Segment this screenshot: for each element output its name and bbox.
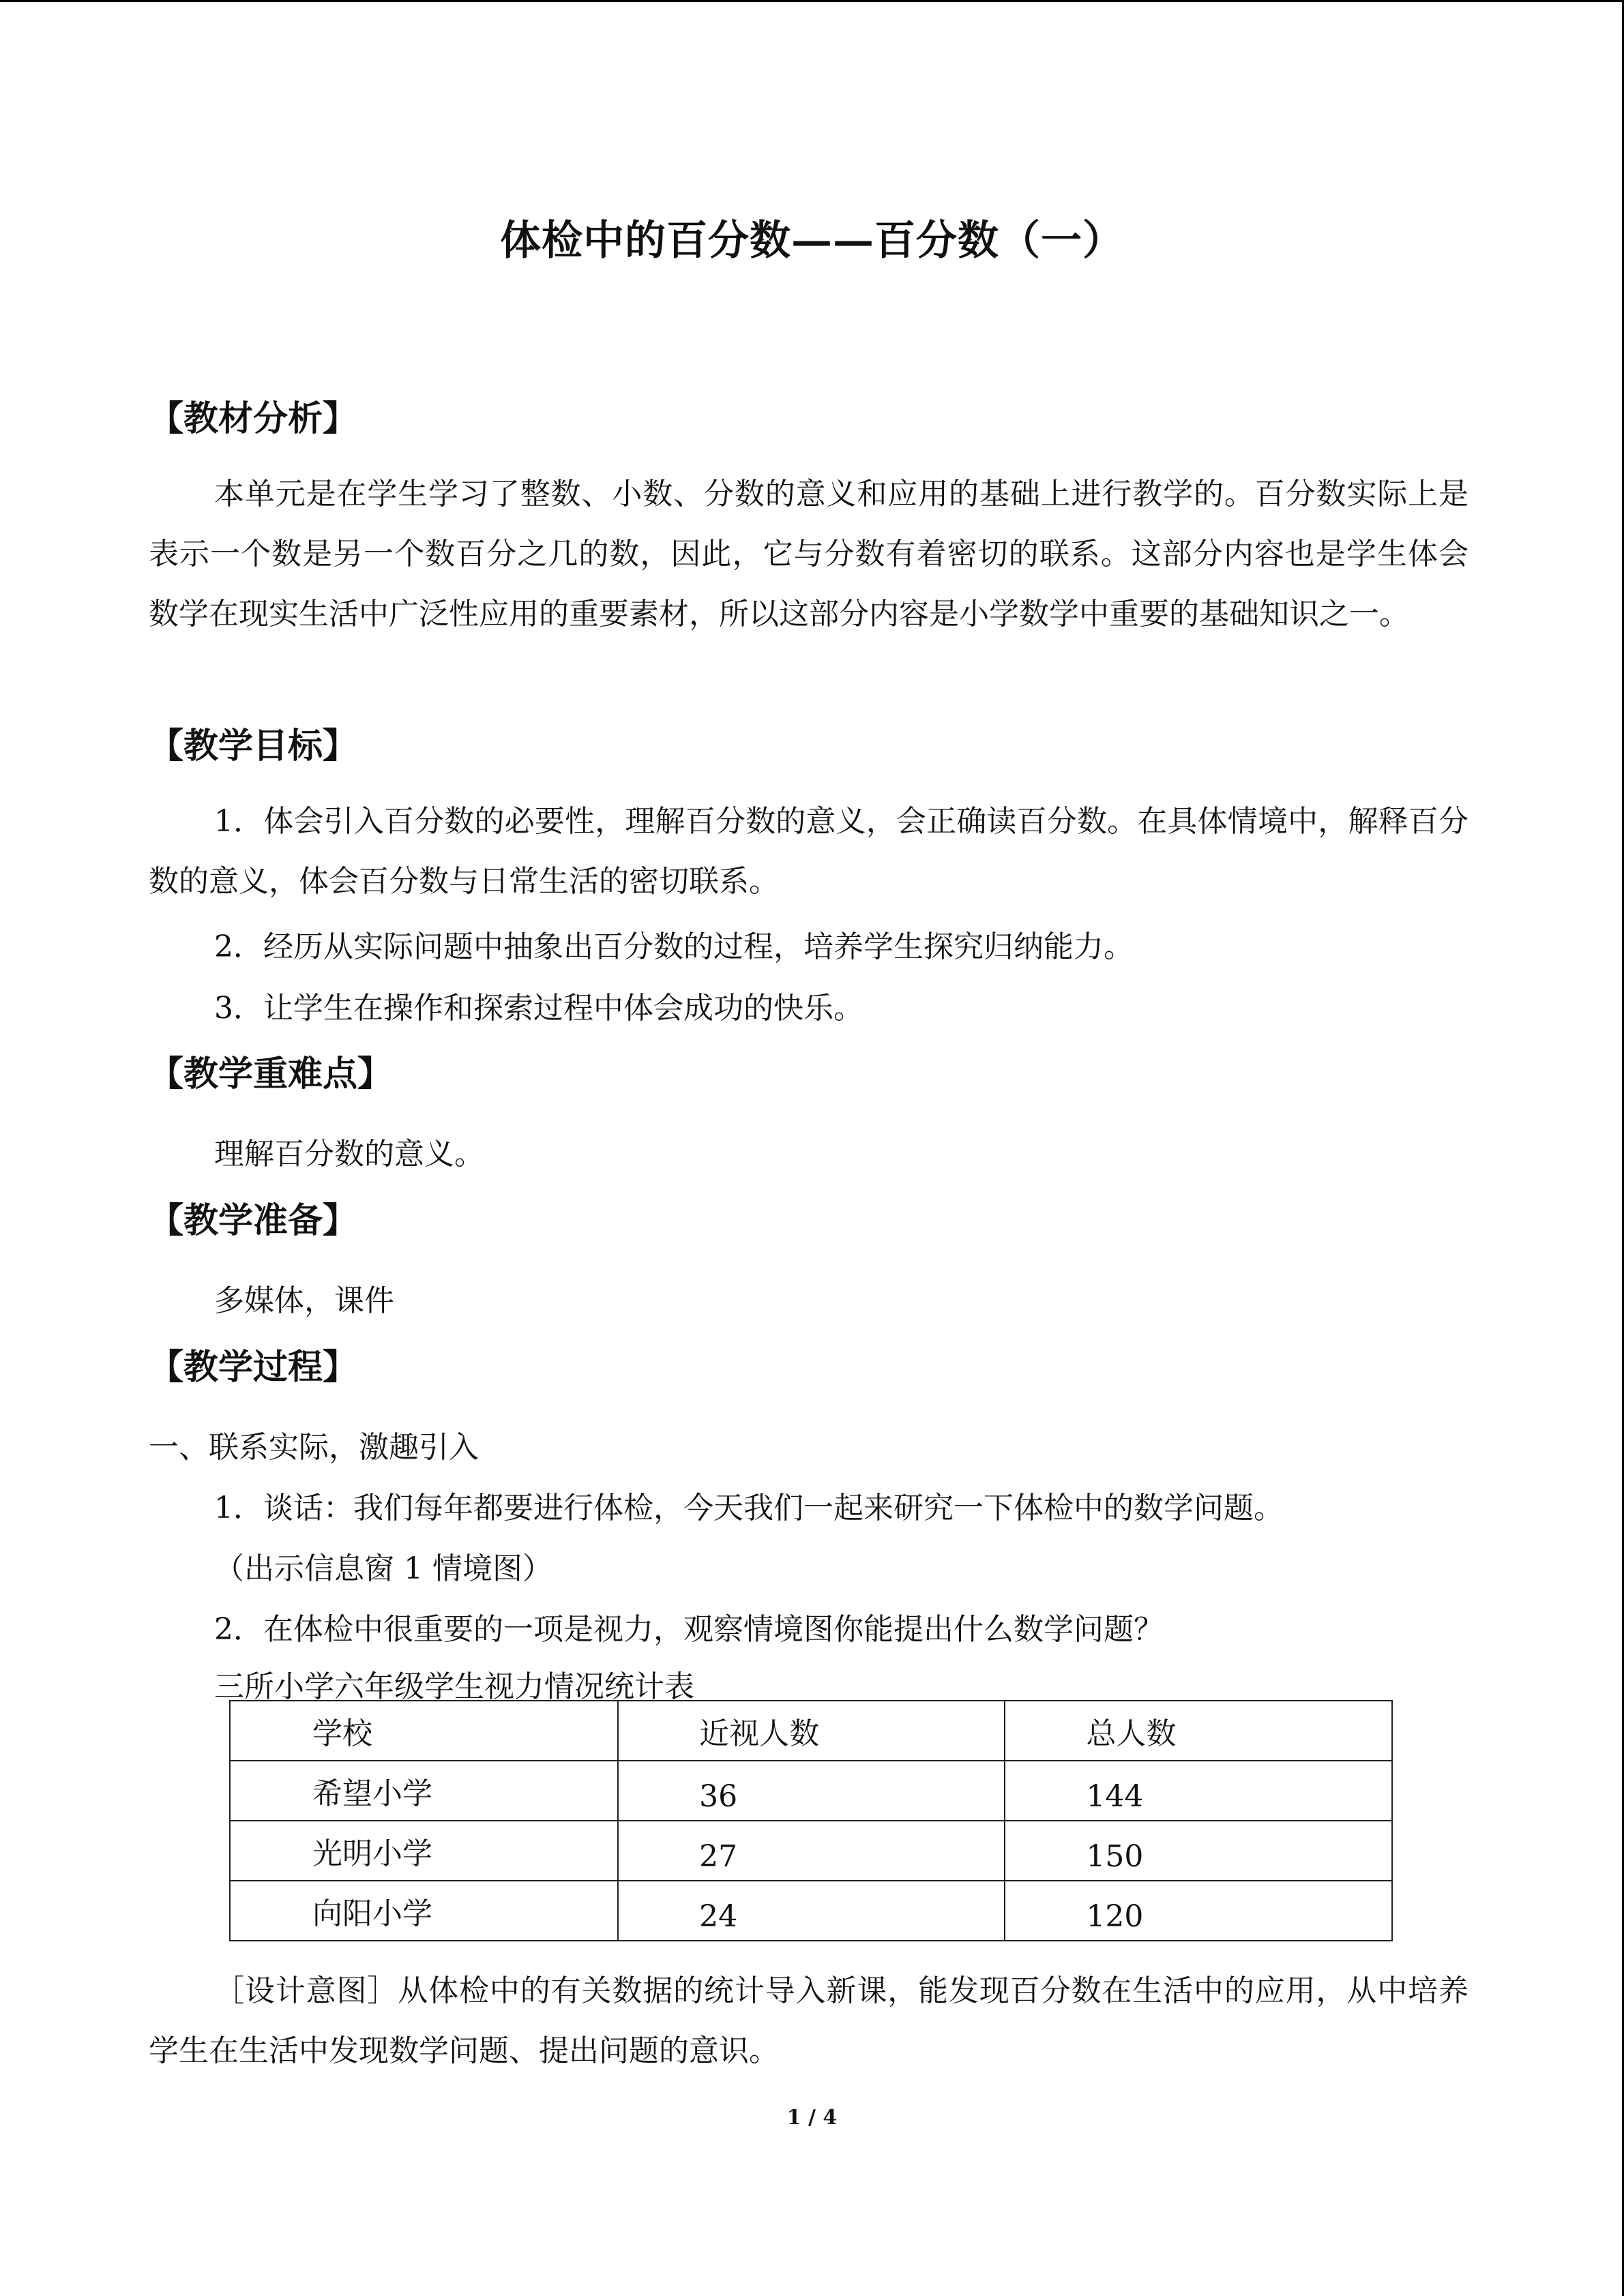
goal-item-1: 1．体会引入百分数的必要性，理解百分数的意义，会正确读百分数。在具体情境中，解释百分数的意义，体会百分数与日常生活的密切联系。 (149, 804, 1468, 899)
table-cell-school: 向阳小学 (230, 1881, 618, 1941)
process-step-1-note: （出示信息窗 1 情境图） (214, 1551, 552, 1586)
heading-goals: 【教学目标】 (149, 726, 358, 766)
table-value: 120 (1086, 1898, 1144, 1934)
table-header-row (230, 1701, 1392, 1761)
preparation-text: 多媒体，课件 (214, 1283, 394, 1318)
design-intent-paragraph: ［设计意图］从体检中的有关数据的统计导入新课，能发现百分数在生活中的应用，从中培养学生在生活中发现数学问题、提出问题的意识。 (149, 1973, 1468, 2068)
key-points-text: 理解百分数的意义。 (214, 1137, 484, 1172)
analysis-paragraph: 本单元是在学生学习了整数、小数、分数的意义和应用的基础上进行教学的。百分数实际上是表示一个数是另一个数百分之几的数，因此，它与分数有着密切的联系。这部分内容也是学生体会数学在现实生活中广泛性应用的重要素材，所以这部分内容是小学数学中重要的基础知识之一。 (149, 477, 1468, 631)
process-step-2: 2．在体检中很重要的一项是视力，观察情境图你能提出什么数学问题？ (214, 1612, 1164, 1647)
table-header-total: 总人数 (1005, 1701, 1392, 1761)
top-border-line (0, 0, 1624, 2)
table-cell-myopia (618, 1821, 1005, 1881)
table-cell-myopia (618, 1881, 1005, 1941)
table-cell-school: 光明小学 (230, 1821, 618, 1881)
heading-process: 【教学过程】 (149, 1347, 358, 1388)
table-caption: 三所小学六年级学生视力情况统计表 (214, 1669, 694, 1704)
goal-item-3: 3．让学生在操作和探索过程中体会成功的快乐。 (214, 991, 863, 1026)
table-row (230, 1821, 1392, 1881)
heading-preparation: 【教学准备】 (149, 1200, 358, 1241)
table-header-myopia: 近视人数 (618, 1701, 1005, 1761)
table-row (230, 1881, 1392, 1941)
table-cell-myopia (618, 1761, 1005, 1821)
heading-key-points: 【教学重难点】 (149, 1054, 393, 1094)
page-title: 体检中的百分数——百分数（一） (500, 217, 1124, 265)
goal-item-2: 2．经历从实际问题中抽象出百分数的过程，培养学生探究归纳能力。 (214, 929, 1134, 964)
process-step-1: 1．谈话：我们每年都要进行体检，今天我们一起来研究一下体检中的数学问题。 (214, 1491, 1284, 1525)
table-cell-total (1005, 1821, 1392, 1881)
table-value: 27 (699, 1838, 738, 1874)
table-header-school: 学校 (230, 1701, 618, 1761)
table-cell-total (1005, 1881, 1392, 1941)
heading-analysis: 【教材分析】 (149, 398, 358, 439)
table-cell-total (1005, 1761, 1392, 1821)
table-cell-school: 希望小学 (230, 1761, 618, 1821)
process-step-title: 一、联系实际，激趣引入 (149, 1430, 479, 1465)
table-value: 36 (699, 1778, 738, 1814)
table-value: 150 (1086, 1838, 1144, 1874)
table-value: 144 (1086, 1778, 1144, 1814)
table-row (230, 1761, 1392, 1821)
table-value: 24 (699, 1898, 738, 1934)
page-number: 1 / 4 (786, 2106, 838, 2130)
vision-stats-table (229, 1700, 1393, 1941)
